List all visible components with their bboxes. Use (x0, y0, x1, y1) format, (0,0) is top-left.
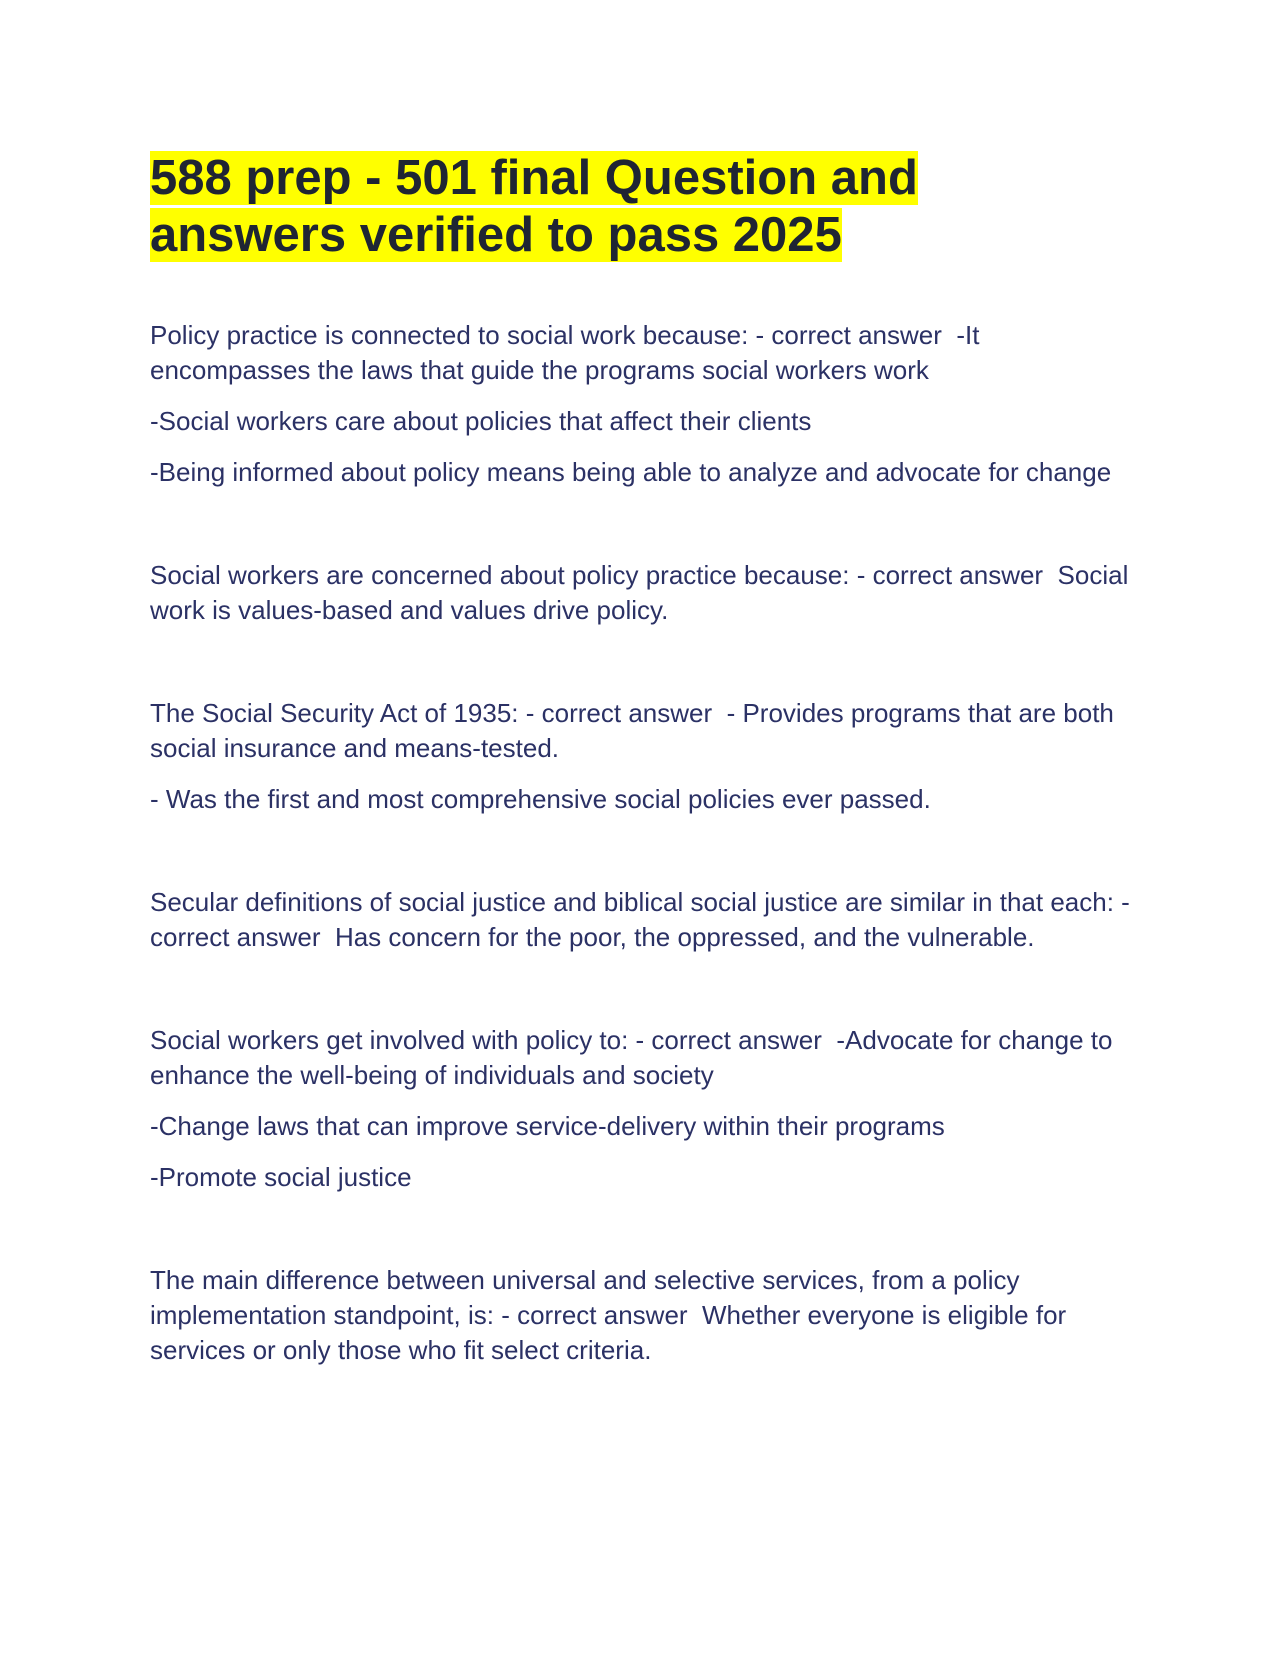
qa-paragraph: -Promote social justice (150, 1162, 412, 1192)
document-title (150, 150, 1130, 264)
title-line-2: answers verified to pass 2025 (150, 208, 842, 262)
qa-item (150, 318, 1130, 490)
document-page (150, 150, 1138, 1368)
title-line-1: 588 prep - 501 final Question and (150, 151, 918, 205)
qa-paragraph: Social workers get involved with policy to: - correct answer -Advocate for change to enhance the well-being of individuals and society (150, 1025, 1120, 1090)
qa-paragraph: Social workers are concerned about policy practice because: - correct answer Social work is values-based and values drive policy. (150, 560, 1136, 625)
qa-item (150, 1023, 1130, 1195)
qa-item (150, 885, 1138, 955)
qa-paragraph: The Social Security Act of 1935: - correct answer - Provides programs that are both social insurance and means-tested. (150, 698, 1122, 763)
qa-item (150, 696, 1130, 817)
qa-paragraph: Policy practice is connected to social work because: - correct answer -It encompasses the laws that guide the programs social workers work (150, 320, 987, 385)
qa-paragraph: -Social workers care about policies that affect their clients (150, 406, 812, 436)
qa-paragraph: -Being informed about policy means being able to analyze and advocate for change (150, 457, 1112, 487)
qa-paragraph: - Was the first and most comprehensive social policies ever passed. (150, 784, 931, 814)
qa-item (150, 558, 1136, 628)
qa-paragraph: -Change laws that can improve service-delivery within their programs (150, 1111, 945, 1141)
qa-paragraph: The main difference between universal and selective services, from a policy implementation standpoint, is: - correct answer Whether everyone is eligible for services or only those who fit select criteria. (150, 1265, 1074, 1365)
qa-item (150, 1263, 1130, 1368)
qa-paragraph: Secular definitions of social justice and biblical social justice are similar in that each: - correct answer Has concern for the poor, the oppressed, and the vulnerable. (150, 887, 1138, 952)
